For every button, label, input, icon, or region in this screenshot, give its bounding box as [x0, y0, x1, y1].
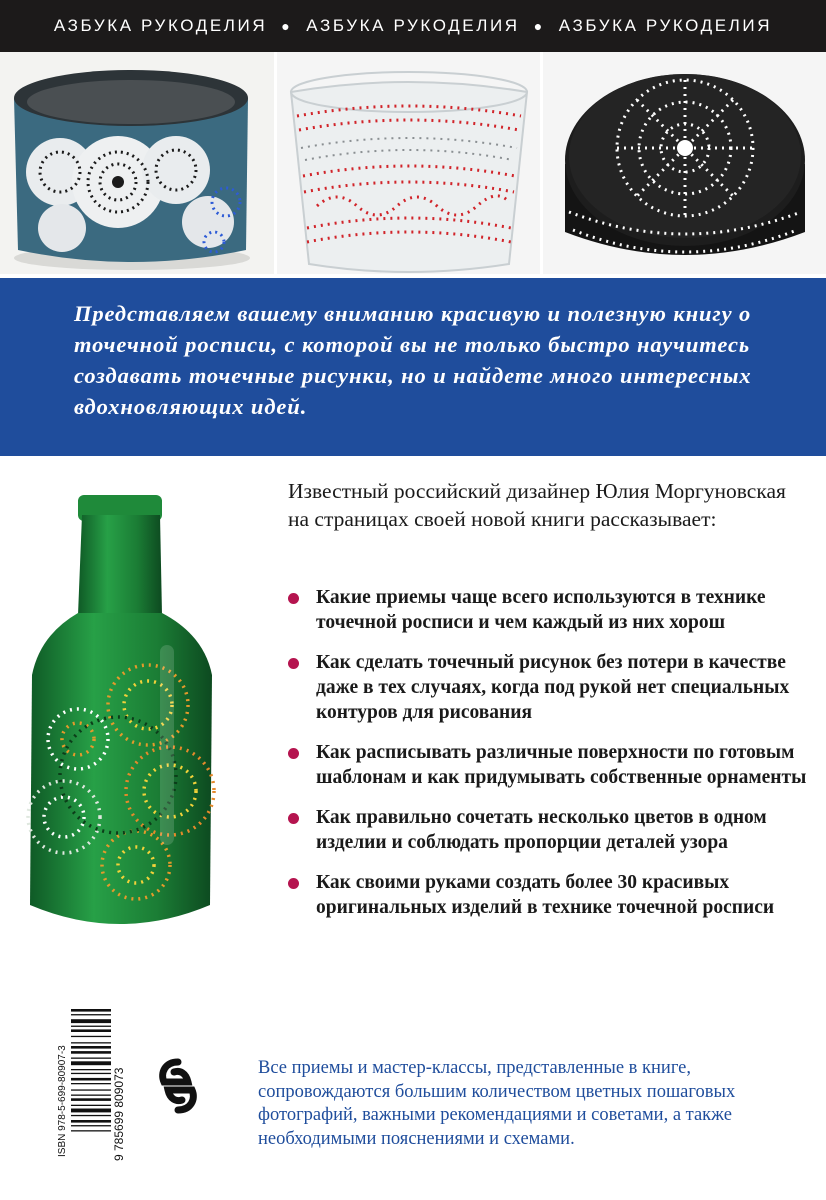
series-title-3: АЗБУКА РУКОДЕЛИЯ: [558, 16, 773, 35]
list-item: [288, 740, 808, 790]
promo-text: Представляем вашему вниманию красивую и полезную книгу о точечной росписи, с которой вы не только быстро научитесь создавать точечные рисунки, но и найдете много интересных вдохновляющих идей.: [74, 301, 752, 419]
list-item: [288, 585, 808, 635]
intro-text: Известный российский дизайнер Юлия Моргуновская на страницах своей новой книги рассказывает:: [288, 479, 786, 531]
series-separator-1: ●: [281, 18, 293, 34]
isbn-barcode: [55, 1005, 127, 1161]
list-item: [288, 650, 808, 725]
promo-block: [0, 278, 826, 456]
feature-list: [288, 585, 808, 920]
bullet-dot-icon: [288, 593, 299, 604]
photo-strip: [0, 52, 826, 274]
series-band: [0, 0, 826, 52]
list-item-text: Как правильно сочетать несколько цветов в одном изделии и соблюдать пропорции деталей узора: [316, 807, 767, 853]
series-separator-2: ●: [533, 18, 545, 34]
list-item: [288, 805, 808, 855]
bullet-dot-icon: [288, 878, 299, 889]
jar-photo: [0, 52, 274, 274]
list-item-text: Какие приемы чаще всего используются в технике точечной росписи и чем каждый из них хорош: [316, 587, 766, 633]
bottle-photo: [20, 495, 225, 935]
isbn-label: ISBN 978-5-699-80907-3: [57, 1045, 68, 1157]
series-title-1: АЗБУКА РУКОДЕЛИЯ: [53, 16, 268, 35]
list-item-text: Как расписывать различные поверхности по готовым шаблонам и как придумывать собственные орнаменты: [316, 742, 807, 788]
list-item-text: Как своими руками создать более 30 красивых оригинальных изделий в технике точечной росписи: [316, 872, 775, 918]
series-title-2: АЗБУКА РУКОДЕЛИЯ: [306, 16, 520, 35]
closing-text: Все приемы и мастер-классы, представленные в книге, сопровождаются большим количеством цветных пошаговых фотографий, важными рекомендациями и советами, а также необходимыми пояснениями и схемами.: [258, 1058, 736, 1149]
bullet-dot-icon: [288, 813, 299, 824]
list-item: [288, 870, 808, 920]
barcode-digits: 9 785699 809073: [112, 1067, 126, 1161]
box-photo: [543, 52, 826, 274]
publisher-logo-icon: [158, 1058, 198, 1114]
list-item-text: Как сделать точечный рисунок без потери в качестве даже в тех случаях, когда под рукой нет специальных контуров для рисования: [316, 652, 790, 723]
glass-photo: [277, 52, 540, 274]
bullet-dot-icon: [288, 658, 299, 669]
bullet-dot-icon: [288, 748, 299, 759]
